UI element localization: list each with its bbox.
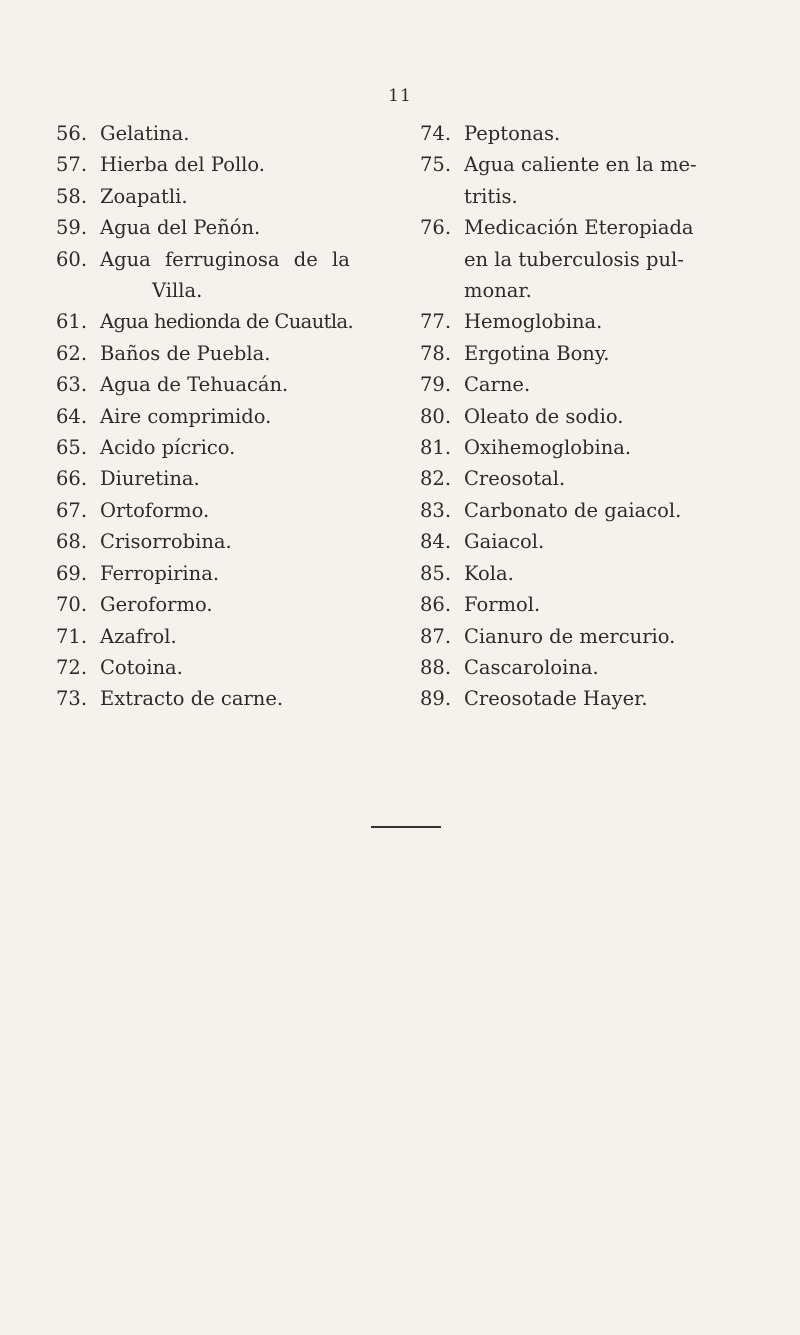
list-item <box>420 463 750 494</box>
item-text: Creosotade Hayer. <box>464 687 648 711</box>
list-item <box>420 652 750 683</box>
list-item <box>56 118 416 149</box>
item-number: 81. <box>420 436 452 460</box>
item-text: Hierba del Pollo. <box>100 153 266 177</box>
item-text: Gaiacol. <box>464 530 545 554</box>
item-text: Formol. <box>464 593 541 617</box>
item-text: Agua hedionda de Cuautla. <box>100 310 354 334</box>
item-number: 72. <box>56 655 88 679</box>
item-number: 84. <box>420 530 452 554</box>
list-item <box>56 589 416 620</box>
page-number: 11 <box>388 86 412 106</box>
item-text: Ergotina Bony. <box>464 341 610 365</box>
list-item <box>420 495 750 526</box>
item-text: Agua ferruginosa de la <box>100 247 350 271</box>
item-number: 69. <box>56 561 88 585</box>
item-number: 56. <box>56 122 88 145</box>
item-number: 57. <box>56 153 88 177</box>
item-text: Agua caliente en la me- <box>464 153 697 177</box>
item-text: Oleato de sodio. <box>464 404 624 428</box>
list-item <box>420 369 750 400</box>
item-number: 67. <box>56 498 88 522</box>
section-divider <box>371 826 441 828</box>
list-item <box>420 338 750 369</box>
item-number: 63. <box>56 373 88 397</box>
item-text: Hemoglobina. <box>464 310 603 334</box>
list-item <box>420 149 750 180</box>
list-item <box>420 683 750 714</box>
item-text: Carne. <box>464 373 531 397</box>
item-number: 77. <box>420 310 452 334</box>
item-text: Ortoformo. <box>100 498 210 522</box>
list-item <box>420 401 750 432</box>
item-number: 80. <box>420 404 452 428</box>
item-text: Azafrol. <box>100 624 177 648</box>
item-continuation: Villa. <box>152 279 203 303</box>
item-text: Oxihemoglobina. <box>464 436 632 460</box>
item-text: Diuretina. <box>100 467 200 491</box>
item-number: 66. <box>56 467 88 491</box>
list-item <box>56 306 416 337</box>
item-number: 82. <box>420 467 452 491</box>
item-text: Cianuro de mercurio. <box>464 624 676 648</box>
item-number: 86. <box>420 593 452 617</box>
list-item <box>420 558 750 589</box>
list-item <box>56 683 416 714</box>
item-text: Kola. <box>464 561 514 585</box>
item-number: 79. <box>420 373 452 397</box>
left-column <box>56 118 416 715</box>
item-text: Baños de Puebla. <box>100 341 271 365</box>
item-number: 62. <box>56 341 88 365</box>
item-number: 70. <box>56 593 88 617</box>
list-item <box>56 526 416 557</box>
list-item <box>420 306 750 337</box>
list-item <box>420 526 750 557</box>
item-number: 61. <box>56 310 88 334</box>
item-number: 73. <box>56 687 88 711</box>
item-number: 85. <box>420 561 452 585</box>
item-number: 60. <box>56 247 88 271</box>
item-text: Crisorrobina. <box>100 530 232 554</box>
item-text: Agua de Tehuacán. <box>100 373 289 397</box>
item-number: 59. <box>56 216 88 240</box>
item-text: Medicación Eteropiada <box>464 216 694 240</box>
list-item <box>420 589 750 620</box>
list-item <box>56 558 416 589</box>
item-text: Extracto de carne. <box>100 687 284 711</box>
item-text: Peptonas. <box>464 122 561 145</box>
list-item <box>56 495 416 526</box>
item-number: 64. <box>56 404 88 428</box>
item-number: 89. <box>420 687 452 711</box>
list-item <box>420 432 750 463</box>
list-item <box>56 463 416 494</box>
item-continuation: en la tuberculosis pul- <box>464 247 684 271</box>
item-text: Carbonato de gaiacol. <box>464 498 682 522</box>
item-continuation: monar. <box>464 279 532 303</box>
item-number: 75. <box>420 153 452 177</box>
list-item <box>56 149 416 180</box>
list-item <box>56 212 416 243</box>
item-text: Agua del Peñón. <box>100 216 261 240</box>
item-number: 88. <box>420 655 452 679</box>
item-text: Gelatina. <box>100 122 190 145</box>
item-text: Aire comprimido. <box>100 404 272 428</box>
item-continuation: tritis. <box>464 184 518 208</box>
list-item <box>56 181 416 212</box>
item-text: Geroformo. <box>100 593 213 617</box>
item-text: Ferropirina. <box>100 561 220 585</box>
list-item <box>56 401 416 432</box>
item-text: Zoapatli. <box>100 184 188 208</box>
item-number: 68. <box>56 530 88 554</box>
item-text: Cotoina. <box>100 655 183 679</box>
item-number: 74. <box>420 122 452 145</box>
right-column <box>420 118 750 715</box>
list-item <box>56 369 416 400</box>
list-item <box>420 118 750 149</box>
list-item <box>56 244 416 275</box>
list-item <box>56 621 416 652</box>
item-number: 71. <box>56 624 88 648</box>
list-item <box>56 652 416 683</box>
list-item <box>56 338 416 369</box>
item-number: 78. <box>420 341 452 365</box>
list-item <box>420 212 750 243</box>
item-number: 76. <box>420 216 452 240</box>
item-text: Creosotal. <box>464 467 566 491</box>
list-item <box>56 432 416 463</box>
item-text: Acido pícrico. <box>100 436 236 460</box>
item-number: 83. <box>420 498 452 522</box>
list-item <box>420 621 750 652</box>
item-number: 65. <box>56 436 88 460</box>
item-number: 58. <box>56 184 88 208</box>
item-number: 87. <box>420 624 452 648</box>
item-text: Cascaroloina. <box>464 655 599 679</box>
